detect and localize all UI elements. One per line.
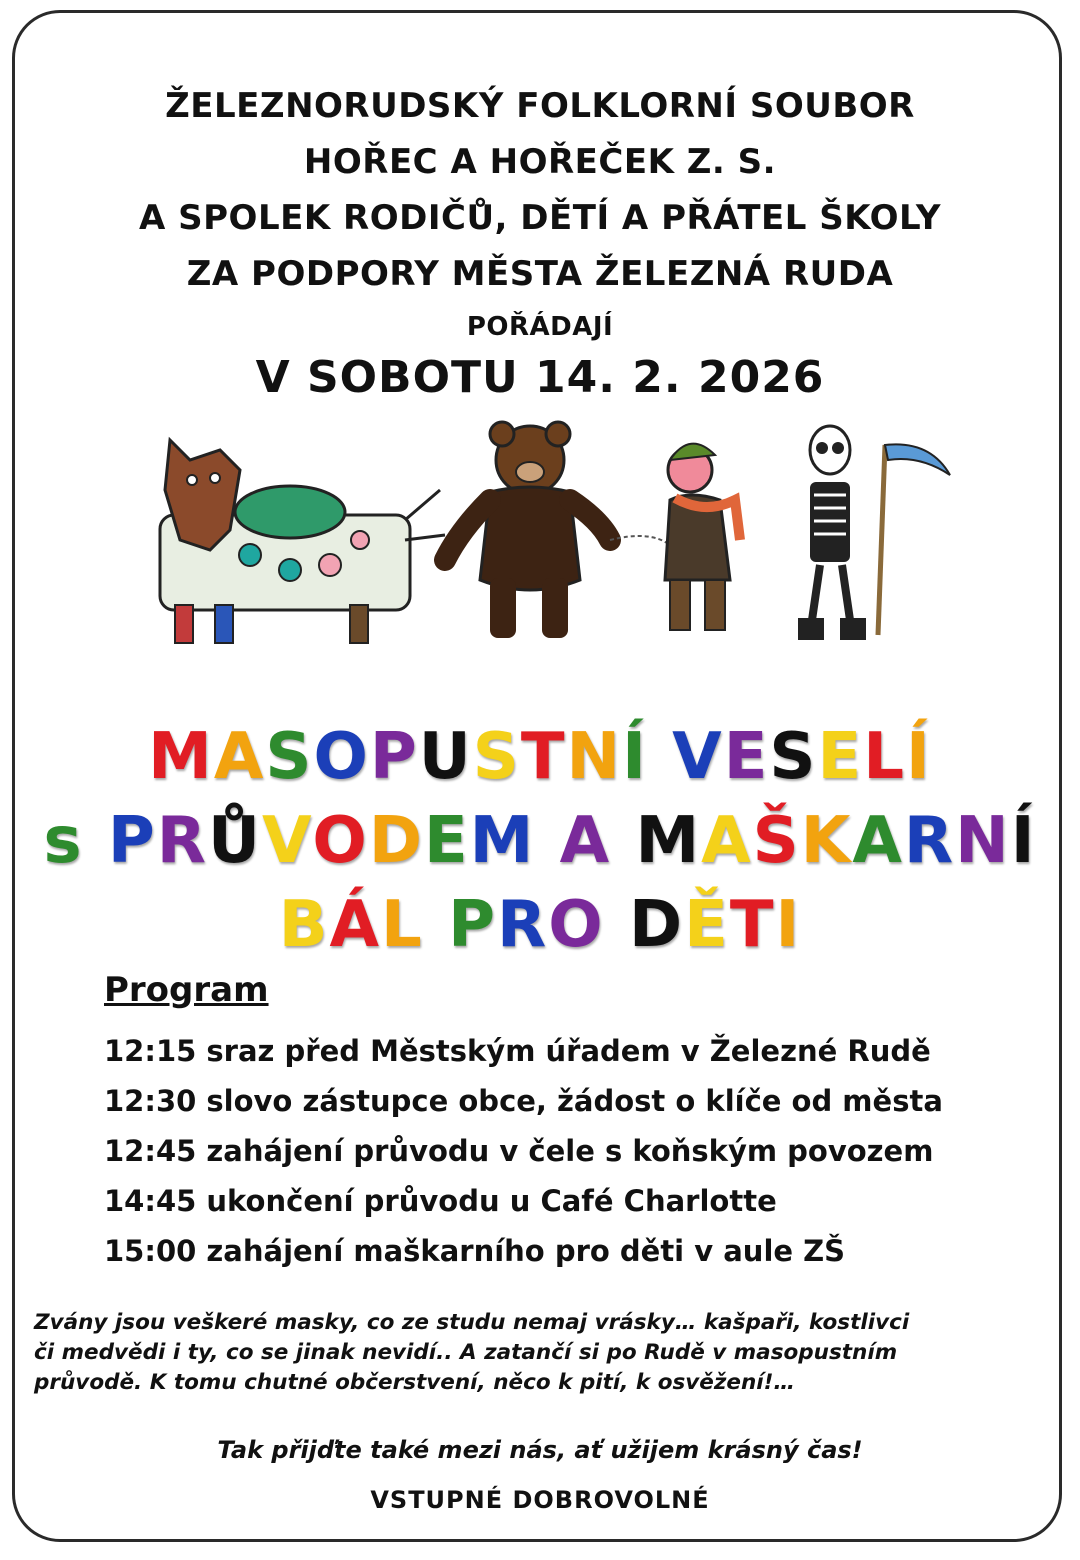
organizer-line: HOŘEC A HOŘEČEK Z. S.	[303, 142, 777, 182]
program-item: 12:30 slovo zástupce obce, žádost o klíče od města	[104, 1084, 943, 1118]
title-letter: B	[278, 888, 330, 962]
title-letter: A	[213, 720, 266, 794]
title-line	[0, 715, 1080, 799]
invitation-line: Zvány jsou veškeré masky, co ze studu nemaj vrásky… kašpaři, kostlivci	[34, 1310, 910, 1335]
title-letter: A	[701, 804, 753, 878]
title-letter: L	[381, 888, 424, 962]
title-letter: s	[43, 804, 84, 878]
organizer-line: ŽELEZNORUDSKÝ FOLKLORNÍ SOUBOR	[165, 86, 915, 126]
program-item: 14:45 ukončení průvodu u Café Charlotte	[104, 1184, 777, 1218]
invitation-line: průvodě. K tomu chutné občerstvení, něco k pití, k osvěžení!…	[34, 1370, 795, 1395]
organizer-verb: POŘÁDAJÍ	[466, 312, 614, 342]
title-letter: Í	[1010, 804, 1037, 878]
title-letter: P	[369, 720, 419, 794]
title-letter: S	[472, 720, 521, 794]
title-letter: S	[769, 720, 818, 794]
organizers-block	[0, 78, 1080, 352]
title-letter: O	[312, 804, 369, 878]
program-item: 15:00 zahájení maškarního pro děti v aule ZŠ	[104, 1234, 846, 1268]
title-letter: E	[817, 720, 864, 794]
title-letter: P	[448, 888, 497, 962]
skeleton-with-scythe-figure	[798, 426, 950, 640]
program-item: 12:45 zahájení průvodu v čele s koňským povozem	[104, 1134, 934, 1168]
title-letter: P	[107, 804, 157, 878]
closing-line: Tak přijďte také mezi nás, ať užijem krásný čas!	[217, 1436, 863, 1464]
title-letter: T	[729, 888, 776, 962]
title-letter: I	[775, 888, 802, 962]
title-letter: R	[156, 804, 209, 878]
title-letter: M	[469, 804, 536, 878]
title-letter: D	[628, 888, 685, 962]
title-letter: K	[800, 804, 853, 878]
title-letter: D	[368, 804, 424, 878]
carnival-masks-illustration	[130, 420, 970, 650]
title-letter: M	[148, 720, 214, 794]
title-letter: Ě	[684, 888, 730, 962]
event-title	[0, 715, 1080, 967]
title-letter: E	[423, 804, 470, 878]
title-letter: V	[672, 720, 724, 794]
title-letter: T	[520, 720, 567, 794]
title-letter: A	[852, 804, 904, 878]
title-letter: Á	[329, 888, 382, 962]
jester-figure	[610, 444, 740, 630]
invitation-line: či medvědi i ty, co se jinak nevidí.. A zatančí si po Rudě v masopustním	[34, 1340, 898, 1365]
event-date: V SOBOTU 14. 2. 2026	[255, 352, 825, 403]
program-list	[104, 1026, 1004, 1276]
title-line	[0, 799, 1080, 883]
program-heading: Program	[104, 970, 269, 1010]
title-letter: E	[723, 720, 770, 794]
title-letter: S	[265, 720, 314, 794]
admission-note: VSTUPNÉ DOBROVOLNÉ	[370, 1486, 710, 1514]
title-letter: R	[903, 804, 956, 878]
organizer-line: ZA PODPORY MĚSTA ŽELEZNÁ RUDA	[186, 254, 894, 294]
horse-mask-figure	[160, 440, 445, 643]
title-letter: V	[262, 804, 313, 878]
title-letter: Í	[622, 720, 648, 794]
title-letter: O	[548, 888, 605, 962]
title-letter: N	[566, 720, 623, 794]
title-letter: Í	[906, 720, 932, 794]
title-letter: M	[635, 804, 702, 878]
program-item: 12:15 sraz před Městským úřadem v Železné Rudě	[104, 1034, 931, 1068]
title-letter: O	[313, 720, 370, 794]
bear-figure	[445, 422, 610, 638]
invitation-text	[34, 1308, 1054, 1398]
title-letter: Ů	[208, 804, 262, 878]
title-letter: R	[497, 888, 549, 962]
title-line	[0, 883, 1080, 967]
organizer-line: A SPOLEK RODIČŮ, DĚTÍ A PŘÁTEL ŠKOLY	[139, 198, 941, 238]
title-letter: L	[863, 720, 907, 794]
title-letter: A	[559, 804, 612, 878]
title-letter: U	[418, 720, 473, 794]
title-letter: N	[955, 804, 1011, 878]
title-letter: Š	[752, 804, 801, 878]
